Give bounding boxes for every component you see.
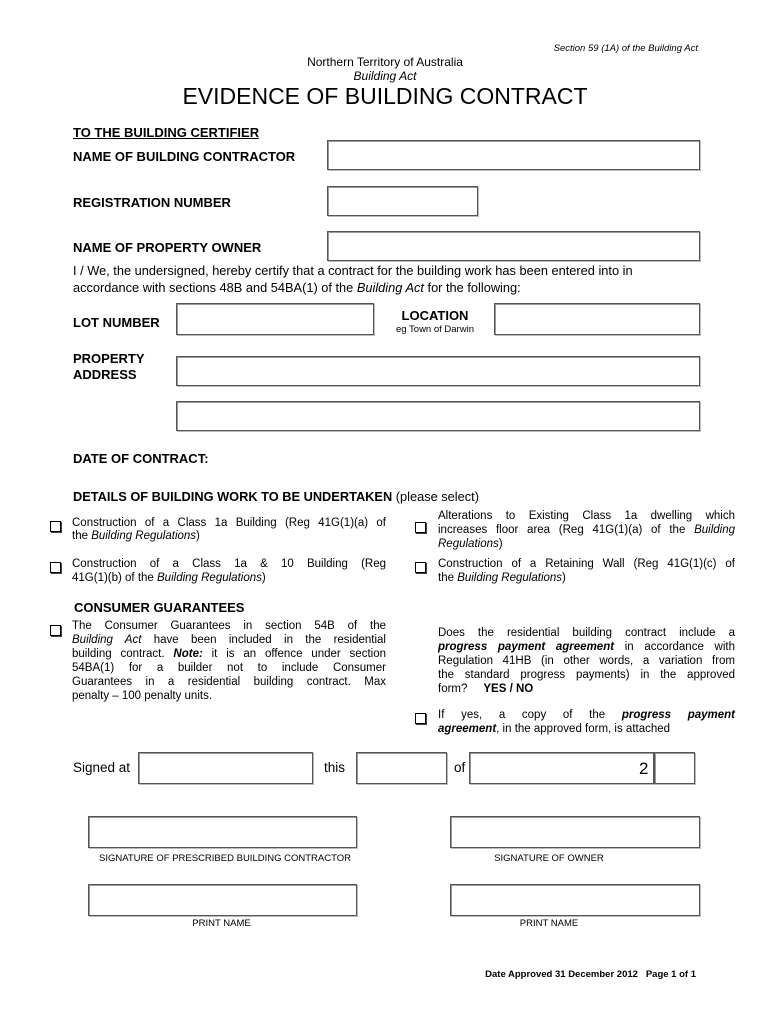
property-address-field-1[interactable] [176, 356, 700, 386]
progress-line-2: progress payment agreement in accordance with [438, 641, 735, 653]
consumer-line-6: penalty – 100 penalty units. [72, 690, 213, 702]
day-field[interactable] [356, 752, 447, 784]
owner-name-field[interactable] [327, 231, 700, 261]
act-line: Building Act [353, 69, 417, 83]
month-field[interactable] [469, 752, 654, 784]
owner-print-name-field[interactable] [450, 884, 700, 916]
contractor-name-field[interactable] [327, 140, 700, 170]
this-label: this [324, 760, 346, 775]
consumer-line-2: Building Act have been included in the residential [72, 634, 386, 646]
contractor-signature-label: SIGNATURE OF PRESCRIBED BUILDING CONTRACTOR [99, 853, 351, 864]
option-class-1a-10-line-2: 41G(1)(b) of the Building Regulations) [72, 572, 266, 584]
location-hint: eg Town of Darwin [396, 324, 474, 335]
owner-signature-label: SIGNATURE OF OWNER [494, 853, 604, 864]
footer-approved: Date Approved 31 December 2012 Page 1 of 1 [485, 969, 696, 980]
of-label: of [454, 760, 466, 775]
progress-line-1: Does the residential building contract include a [438, 627, 735, 639]
checkbox-class-1a[interactable] [50, 521, 61, 532]
year-prefix: 2 [639, 759, 649, 778]
consumer-guarantees-heading: CONSUMER GUARANTEES [74, 600, 245, 615]
property-address-label-1: PROPERTY [73, 351, 145, 366]
progress-if-line-2: agreement, in the approved form, is attached [438, 723, 671, 735]
consumer-line-1: The Consumer Guarantees in section 54B of the [72, 620, 386, 632]
lot-number-field[interactable] [176, 303, 374, 335]
location-field[interactable] [494, 303, 700, 335]
progress-if-line-1: If yes, a copy of the progress payment [438, 709, 735, 721]
checkbox-class-1a-10[interactable] [50, 562, 61, 573]
option-retaining-wall-line-2: the Building Regulations) [438, 572, 566, 584]
registration-number-label: REGISTRATION NUMBER [73, 195, 231, 210]
option-alterations-line-1: Alterations to Existing Class 1a dwelling which [438, 510, 735, 522]
progress-line-5: form? YES / NO [438, 683, 534, 695]
contractor-print-name-field[interactable] [88, 884, 357, 916]
owner-signature-field[interactable] [450, 816, 700, 848]
option-retaining-wall-line-1: Construction of a Retaining Wall (Reg 41G(1)(c) of [438, 558, 735, 570]
consumer-line-3: building contract. Note: it is an offence under section [72, 648, 386, 660]
registration-number-field[interactable] [327, 186, 478, 216]
owner-name-label: NAME OF PROPERTY OWNER [73, 240, 262, 255]
consumer-line-4: 54BA(1) for a builder not to include Consumer [72, 662, 386, 674]
year-field[interactable] [654, 752, 695, 784]
option-class-1a-line-2: the Building Regulations) [72, 530, 200, 542]
details-heading: DETAILS OF BUILDING WORK TO BE UNDERTAKEN (please select) [73, 489, 479, 504]
certify-line-2: accordance with sections 48B and 54BA(1) of the Building Act for the following: [73, 280, 521, 295]
page-title: EVIDENCE OF BUILDING CONTRACT [182, 83, 588, 109]
lot-number-label: LOT NUMBER [73, 315, 160, 330]
signed-at-field[interactable] [138, 752, 313, 784]
checkbox-progress-attached[interactable] [415, 713, 426, 724]
progress-line-4: the standard progress payments) in the approved [438, 669, 735, 681]
to-certifier-heading: TO THE BUILDING CERTIFIER [73, 125, 260, 140]
owner-print-name-label: PRINT NAME [519, 918, 579, 929]
option-alterations-line-2: increases floor area (Reg 41G(1)(a) of the Building [438, 524, 735, 536]
option-class-1a-10-line-1: Construction of a Class 1a & 10 Building (Reg [72, 558, 386, 570]
checkbox-alterations[interactable] [415, 522, 426, 533]
checkbox-retaining-wall[interactable] [415, 562, 426, 573]
section-reference: Section 59 (1A) of the Building Act [553, 43, 698, 54]
location-label: LOCATION [401, 308, 469, 323]
option-class-1a-line-1: Construction of a Class 1a Building (Reg 41G(1)(a) of [72, 517, 386, 529]
signed-at-label: Signed at [73, 760, 131, 775]
progress-line-3: Regulation 41HB (in other words, a variation from [438, 655, 735, 667]
consumer-line-5: Guarantees in a residential building contract. Max [72, 676, 386, 688]
contractor-name-label: NAME OF BUILDING CONTRACTOR [73, 149, 296, 164]
contractor-print-name-label: PRINT NAME [192, 918, 251, 929]
contractor-signature-field[interactable] [88, 816, 357, 848]
option-alterations-line-3: Regulations) [438, 538, 503, 550]
territory-line: Northern Territory of Australia [307, 55, 463, 69]
checkbox-consumer-guarantees[interactable] [50, 625, 61, 636]
date-of-contract-label: DATE OF CONTRACT: [73, 451, 209, 466]
property-address-field-2[interactable] [176, 401, 700, 431]
property-address-label-2: ADDRESS [73, 367, 137, 382]
certify-line-1: I / We, the undersigned, hereby certify that a contract for the building work has been entered into in [73, 263, 633, 278]
